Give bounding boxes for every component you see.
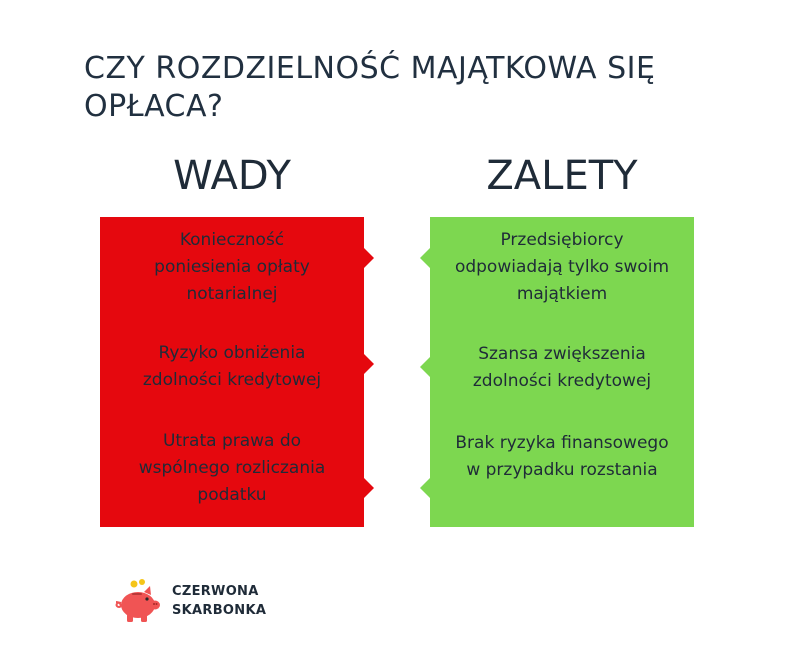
pros-notch-3 — [420, 478, 430, 498]
brand-logo — [112, 578, 292, 624]
pros-notch-2 — [420, 357, 430, 377]
cons-notch-1 — [364, 248, 374, 268]
cons-notch-3 — [364, 478, 374, 498]
brand-name — [172, 582, 266, 620]
pros-heading: ZALETY — [486, 153, 638, 199]
brand-name-line2: SKARBONKA — [172, 603, 267, 618]
page-title: CZY ROZDZIELNOŚĆ MAJĄTKOWA SIĘ OPŁACA? — [84, 51, 656, 124]
piggy-bank-icon — [112, 578, 164, 624]
pros-item-1: Przedsiębiorcy odpowiadają tylko swoim majątkiem — [454, 230, 670, 304]
pros-item-3: Brak ryzyka finansowego w przypadku rozstania — [455, 433, 669, 480]
cons-notch-2 — [364, 354, 374, 374]
cons-panel — [100, 217, 364, 527]
cons-heading: WADY — [173, 153, 291, 199]
pros-item-2: Szansa zwiększenia zdolności kredytowej — [472, 344, 652, 391]
cons-item-3: Utrata prawa do wspólnego rozliczania podatku — [138, 431, 326, 505]
cons-item-1: Konieczność poniesienia opłaty notarialnej — [154, 230, 310, 304]
brand-name-line1: CZERWONA — [172, 584, 259, 599]
cons-item-2: Ryzyko obniżenia zdolności kredytowej — [142, 343, 322, 390]
pros-notch-1 — [420, 248, 430, 268]
pros-panel — [430, 217, 694, 527]
